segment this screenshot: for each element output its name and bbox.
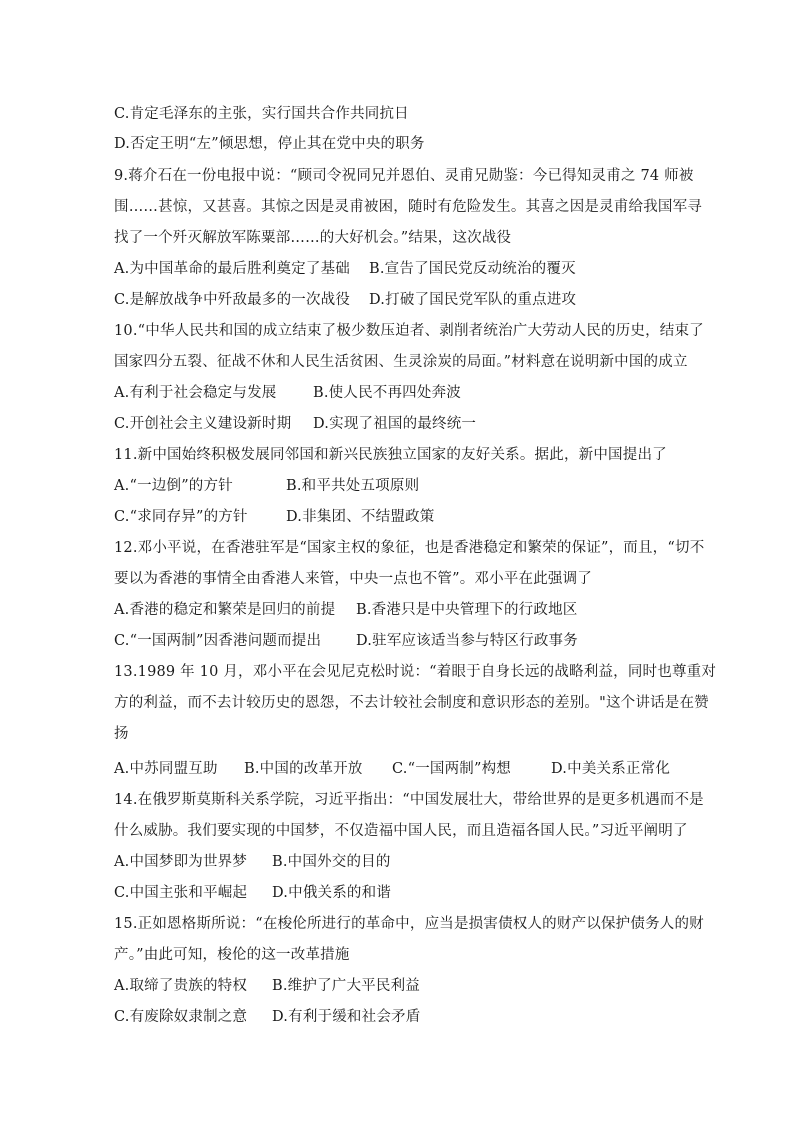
q10-option-a: A.有利于社会稳定与发展 <box>114 385 277 401</box>
q11-option-a: A.“一边倒”的方针 <box>114 478 233 494</box>
q13-option-a: A.中苏同盟互助 <box>114 761 218 777</box>
q9-option-a: A.为中国革命的最后胜利奠定了基础 <box>114 261 350 277</box>
q15-option-d: D.有利于缓和社会矛盾 <box>272 1009 421 1025</box>
q12-option-b: B.香港只是中央管理下的行政地区 <box>356 602 578 618</box>
q12-option-a: A.香港的稳定和繁荣是回归的前提 <box>114 602 336 618</box>
q11-option-c: C.“求同存异”的方针 <box>114 509 248 525</box>
q12-option-c: C.“一国两制”因香港问题而提出 <box>114 633 322 649</box>
q15-stem-line-1: 15.正如恩格斯所说：“在梭伦所进行的革命中，应当是损害债权人的财产以保护债务人的财 <box>114 916 704 932</box>
q9-option-d: D.打破了国民党军队的重点进攻 <box>369 292 577 308</box>
q8-option-d: D.否定王明“左”倾思想，停止其在党中央的职务 <box>114 136 425 152</box>
q10-stem-line-2: 国家四分五裂、征战不休和人民生活贫困、生灵涂炭的局面。”材料意在说明新中国的成立 <box>114 354 688 370</box>
q14-option-d: D.中俄关系的和谐 <box>272 885 392 901</box>
q9-option-c: C.是解放战争中歼敌最多的一次战役 <box>114 292 351 308</box>
q13-option-b: B.中国的改革开放 <box>244 761 363 777</box>
q15-option-b: B.维护了广大平民利益 <box>272 978 420 994</box>
q8-option-c: C.肯定毛泽东的主张，实行国共合作共同抗日 <box>114 106 409 122</box>
q12-option-d: D.驻军应该适当参与特区行政事务 <box>356 633 578 649</box>
q14-option-a: A.中国梦即为世界梦 <box>114 854 248 870</box>
q11-option-b: B.和平共处五项原则 <box>286 478 420 494</box>
q14-option-b: B.中国外交的目的 <box>272 854 391 870</box>
q12-stem-line-2: 要以为香港的事情全由香港人来管，中央一点也不管”。邓小平在此强调了 <box>114 571 593 587</box>
q15-option-a: A.取缔了贵族的特权 <box>114 978 248 994</box>
q13-stem-line-1: 13.1989 年 10 月，邓小平在会见尼克松时说：“着眼于自身长远的战略利益，同时也尊重对 <box>114 664 717 680</box>
q10-stem-line-1: 10.“中华人民共和国的成立结束了极少数压迫者、剥削者统治广大劳动人民的历史，结束了 <box>114 323 704 339</box>
q9-option-b: B.宣告了国民党反动统治的覆灭 <box>369 261 576 277</box>
q12-stem-line-1: 12.邓小平说，在香港驻军是“国家主权的象征，也是香港稳定和繁荣的保证”，而且，“切不 <box>114 540 705 556</box>
q10-option-d: D.实现了祖国的最终统一 <box>313 416 477 432</box>
q10-option-c: C.开创社会主义建设新时期 <box>114 416 292 432</box>
q15-stem-line-2: 产。”由此可知，梭伦的这一改革措施 <box>114 947 350 963</box>
q13-stem-line-3: 扬 <box>114 726 129 742</box>
q9-stem-line-3: 找了一个歼灭解放军陈粟部……的大好机会。”结果，这次战役 <box>114 230 512 246</box>
q9-stem-line-1: 9.蒋介石在一份电报中说：“顾司令祝同兄并恩伯、灵甫兄勋鉴：今已得知灵甫之 74 师被 <box>114 168 694 184</box>
q11-option-d: D.非集团、不结盟政策 <box>286 509 435 525</box>
q10-option-b: B.使人民不再四处奔波 <box>313 385 461 401</box>
q9-stem-line-2: 围……甚惊，又甚喜。其惊之因是灵甫被困，随时有危险发生。其喜之因是灵甫给我国军寻 <box>114 199 702 215</box>
q11-stem-line-1: 11.新中国始终积极发展同邻国和新兴民族独立国家的友好关系。据此，新中国提出了 <box>114 447 667 463</box>
q13-stem-line-2: 方的利益，而不去计较历史的恩怨，不去计较社会制度和意识形态的差别。"这个讲话是在赞 <box>114 695 709 711</box>
q13-option-d: D.中美关系正常化 <box>551 761 671 777</box>
q13-option-c: C.“一国两制”构想 <box>392 761 512 777</box>
q14-stem-line-1: 14.在俄罗斯莫斯科关系学院，习近平指出：“中国发展壮大，带给世界的是更多机遇而不是 <box>114 792 704 808</box>
q15-option-c: C.有废除奴隶制之意 <box>114 1009 248 1025</box>
q14-option-c: C.中国主张和平崛起 <box>114 885 248 901</box>
q14-stem-line-2: 什么威胁。我们要实现的中国梦，不仅造福中国人民，而且造福各国人民。”习近平阐明了 <box>114 823 688 839</box>
